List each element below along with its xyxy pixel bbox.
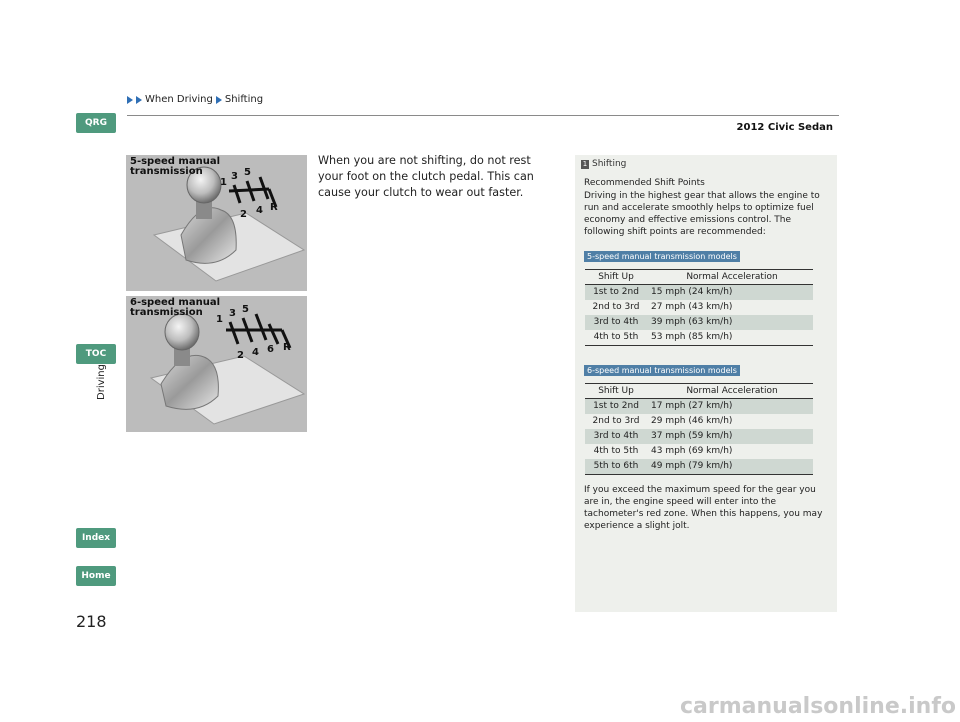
- table-row: 1st to 2nd 15 mph (24 km/h): [585, 285, 813, 300]
- breadcrumb-arrow-icon: [127, 96, 133, 104]
- five-speed-models-tag: 5-speed manual transmission models: [584, 251, 740, 262]
- five-gear-label: 1: [220, 177, 227, 188]
- five-speed-figure: [126, 155, 307, 291]
- six-gear-label: 1: [216, 314, 223, 325]
- column-header: Normal Acceleration: [686, 272, 778, 282]
- section-side-label: Driving: [96, 364, 107, 400]
- breadcrumb-arrow-icon: [136, 96, 142, 104]
- five-gear-label: 2: [240, 209, 247, 220]
- table-header: [585, 269, 813, 285]
- table-row: 1st to 2nd 17 mph (27 km/h): [585, 399, 813, 414]
- column-header: Shift Up: [598, 386, 634, 396]
- note-number-icon: 1: [582, 159, 588, 168]
- column-header: Normal Acceleration: [686, 386, 778, 396]
- note-intro: Driving in the highest gear that allows the engine to run and accelerate smoothly helps to optimize fuel economy and effective emissions control. The following shift points are recommended:: [584, 191, 820, 237]
- five-gear-label: 4: [256, 205, 263, 216]
- breadcrumb: [127, 94, 263, 105]
- table-row: 4th to 5th 43 mph (69 km/h): [593, 446, 733, 456]
- note-title: Shifting: [592, 159, 627, 169]
- six-gear-label: R: [283, 342, 291, 353]
- six-speed-shift-table: [585, 383, 813, 475]
- breadcrumb-arrow-icon: [216, 96, 222, 104]
- table-row: 3rd to 4th 37 mph (59 km/h): [585, 429, 813, 444]
- column-header: Shift Up: [598, 272, 634, 282]
- five-gear-label: 3: [231, 171, 238, 182]
- qrg-button[interactable]: QRG: [76, 113, 116, 133]
- five-speed-shift-table: [585, 269, 813, 346]
- breadcrumb-level2[interactable]: Shifting: [224, 94, 264, 105]
- page-number: 218: [76, 612, 107, 631]
- note-subtitle: Recommended Shift Points: [584, 178, 705, 188]
- note-outro: If you exceed the maximum speed for the gear you are in, the engine speed will enter into the tachometer's red zone. When this happens, you may experience a slight jolt.: [584, 485, 823, 531]
- six-gear-label: 3: [229, 308, 236, 319]
- table-row: 2nd to 3rd 27 mph (43 km/h): [592, 302, 733, 312]
- five-speed-label: 5-speed manual transmission: [130, 156, 221, 177]
- note-header: [581, 159, 626, 169]
- clutch-advice-text: When you are not shifting, do not rest your foot on the clutch pedal. This can cause your clutch to wear out faster.: [318, 154, 534, 199]
- shifting-note-panel: [575, 155, 837, 612]
- six-speed-models-tag: 6-speed manual transmission models: [584, 365, 740, 376]
- five-gear-label: 5: [244, 167, 251, 178]
- six-gear-label: 6: [267, 344, 274, 355]
- six-gear-label: 4: [252, 347, 259, 358]
- toc-button[interactable]: TOC: [76, 344, 116, 364]
- breadcrumb-level1[interactable]: When Driving: [145, 94, 213, 105]
- six-speed-figure: [126, 296, 307, 432]
- index-button[interactable]: Index: [76, 528, 116, 548]
- home-button[interactable]: Home: [76, 566, 116, 586]
- table-header: [585, 383, 813, 399]
- header-divider: [127, 115, 839, 116]
- six-gear-label: 5: [242, 304, 249, 315]
- six-gear-label: 2: [237, 350, 244, 361]
- table-row: 4th to 5th 53 mph (85 km/h): [585, 330, 813, 346]
- table-row: 3rd to 4th 39 mph (63 km/h): [585, 315, 813, 330]
- watermark: carmanualsonline.info: [680, 694, 956, 719]
- table-row: 2nd to 3rd 29 mph (46 km/h): [592, 416, 733, 426]
- five-gear-label: R: [270, 202, 278, 213]
- six-speed-label: 6-speed manual transmission: [130, 297, 221, 318]
- table-row: 5th to 6th 49 mph (79 km/h): [585, 459, 813, 475]
- model-title: 2012 Civic Sedan: [736, 122, 833, 133]
